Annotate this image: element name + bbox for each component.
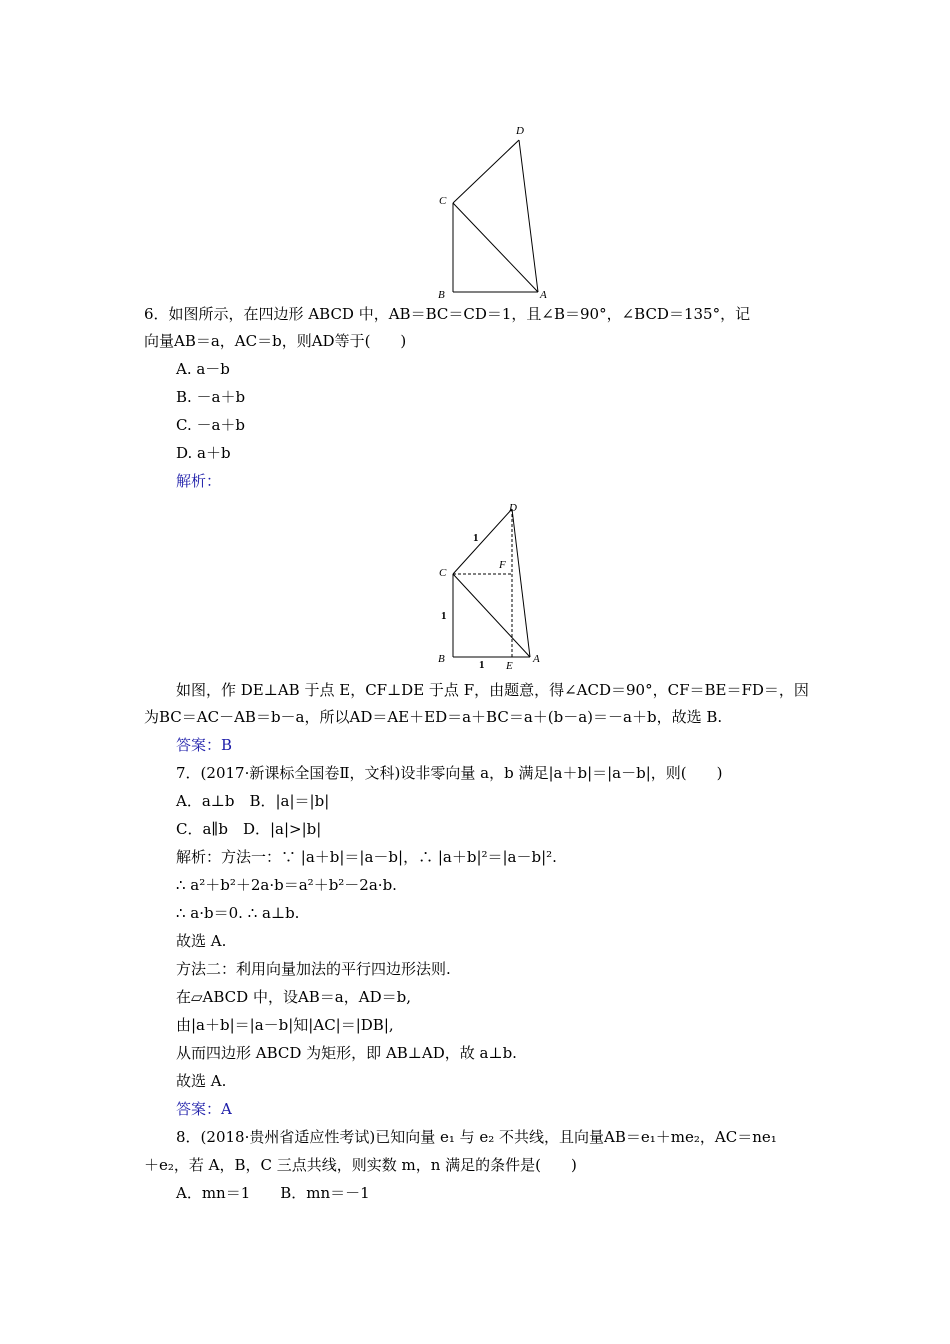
q6-option-d: D. a＋b — [176, 444, 231, 462]
q7-solution-line5: 方法二：利用向量加法的平行四边形法则. — [176, 960, 451, 978]
label-c: C — [439, 195, 447, 207]
label-e: E — [506, 660, 513, 672]
segment-da — [512, 509, 530, 657]
length-label-cd: 1 — [473, 532, 479, 544]
label-f: F — [499, 559, 506, 571]
q8-stem-line2: ＋e₂，若 A，B，C 三点共线，则实数 m，n 满足的条件是( ) — [144, 1156, 577, 1174]
label-d: D — [509, 502, 517, 514]
q7-solution-line3: ∴ a·b＝0. ∴ a⊥b. — [176, 904, 300, 922]
q7-solution-line9: 故选 A. — [176, 1072, 227, 1090]
q7-solution-line1: 解析：方法一：∵ |a＋b|＝|a－b|，∴ |a＋b|²＝|a－b|². — [176, 848, 557, 866]
q6-stem-line1: 6．如图所示，在四边形 ABCD 中，AB＝BC＝CD＝1，且∠B＝90°，∠BCD＝135°，记 — [144, 305, 751, 323]
q7-solution-line2: ∴ a²＋b²＋2a·b＝a²＋b²－2a·b. — [176, 876, 397, 894]
q7-solution-line8: 从而四边形 ABCD 为矩形，即 AB⊥AD，故 a⊥b. — [176, 1044, 517, 1062]
segment-da — [519, 140, 538, 292]
q7-solution-line6: 在▱ABCD 中，设AB＝a，AD＝b, — [176, 988, 411, 1006]
figure-solution — [430, 497, 560, 672]
q6-solution-line1: 如图，作 DE⊥AB 于点 E，CF⊥DE 于点 F，由题意，得∠ACD＝90°，CF＝BE＝FD＝，因 — [176, 681, 809, 699]
q7-solution-line7: 由|a＋b|＝|a－b|知|AC|＝|DB|, — [176, 1016, 394, 1034]
q6-solution-line2: 为BC＝AC－AB＝b－a，所以AD＝AE＋ED＝a＋BC＝a＋(b－a)＝－a＋b，故选 B. — [144, 708, 723, 726]
label-a: A — [540, 289, 547, 301]
length-label-cb: 1 — [441, 610, 447, 622]
q8-stem-line1: 8．(2018·贵州省适应性考试)已知向量 e₁ 与 e₂ 不共线，且向量AB＝e₁＋me₂，AC＝ne₁ — [176, 1128, 777, 1146]
q6-answer: 答案：B — [176, 736, 233, 754]
q6-option-c: C. －a＋b — [176, 416, 246, 434]
label-b: B — [438, 289, 445, 301]
q6-stem-line2: 向量AB＝a，AC＝b，则AD等于( ) — [144, 332, 407, 350]
q7-options-ab: A．a⊥b B．|a|＝|b| — [176, 792, 330, 810]
q7-options-cd: C．a∥b D．|a|>|b| — [176, 820, 322, 838]
q7-answer: 答案：A — [176, 1100, 232, 1118]
label-d: D — [516, 125, 524, 137]
q8-options-ab: A．mn＝1 B．mn＝－1 — [176, 1184, 370, 1202]
segment-cd — [453, 140, 519, 203]
label-b: B — [438, 653, 445, 665]
label-a: A — [533, 653, 540, 665]
q6-option-b: B. －a＋b — [176, 388, 246, 406]
figure-quadrilateral — [430, 120, 560, 305]
label-c: C — [439, 567, 447, 579]
segment-ca — [453, 203, 538, 292]
q6-analysis-label: 解析： — [176, 472, 222, 490]
length-label-ba: 1 — [479, 659, 485, 671]
q7-stem: 7．(2017·新课标全国卷Ⅱ，文科)设非零向量 a，b 满足|a＋b|＝|a－b|，则( ) — [176, 764, 723, 782]
segment-ca — [453, 574, 530, 657]
q7-solution-line4: 故选 A. — [176, 932, 227, 950]
q6-option-a: A. a－b — [176, 360, 230, 378]
